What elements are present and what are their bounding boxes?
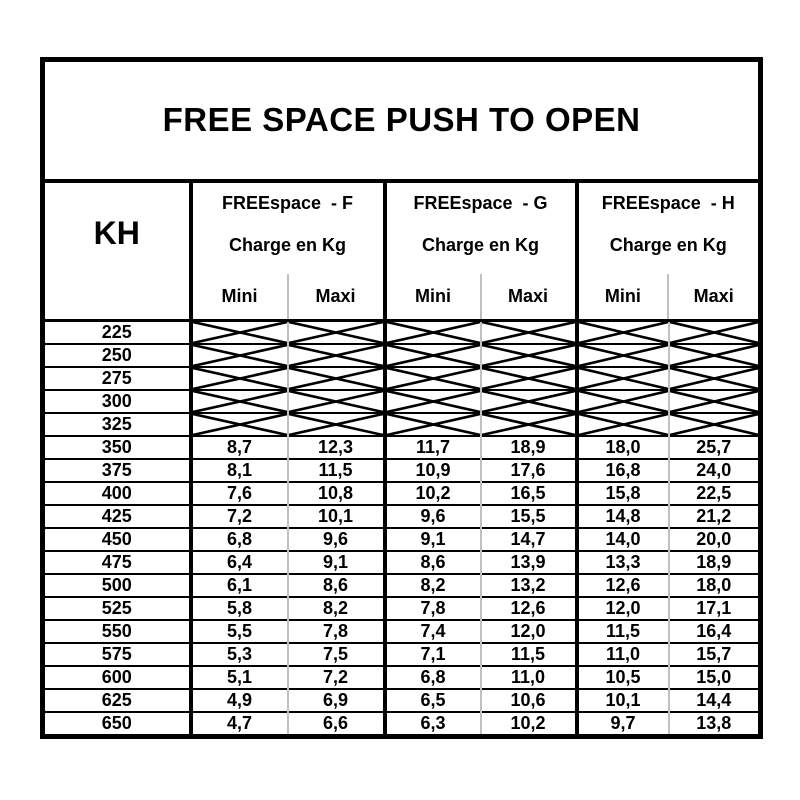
- value-cell: 10,5: [577, 666, 669, 689]
- no-data-cross-icon: [579, 345, 668, 366]
- value-cell: 12,6: [481, 597, 577, 620]
- table-row-crossed: [43, 413, 761, 436]
- value-cell: 12,0: [481, 620, 577, 643]
- no-data-cross-icon: [387, 345, 480, 366]
- no-data-cross-icon: [193, 391, 287, 412]
- value-cell: 6,4: [191, 551, 288, 574]
- no-data-cross-icon: [579, 414, 668, 435]
- value-cell: 8,1: [191, 459, 288, 482]
- value-cell: 20,0: [669, 528, 761, 551]
- maxi-label-g: Maxi: [480, 274, 575, 319]
- no-data-cell: [669, 413, 761, 436]
- no-data-cell: [481, 344, 577, 367]
- value-cell: 10,6: [481, 689, 577, 712]
- value-cell: 15,5: [481, 505, 577, 528]
- kh-value: 475: [43, 551, 191, 574]
- no-data-cross-icon: [579, 391, 668, 412]
- value-cell: 7,6: [191, 482, 288, 505]
- kh-value: 400: [43, 482, 191, 505]
- value-cell: 7,8: [288, 620, 385, 643]
- kh-value: 250: [43, 344, 191, 367]
- value-cell: 12,6: [577, 574, 669, 597]
- value-cell: 10,9: [385, 459, 481, 482]
- no-data-cross-icon: [387, 391, 480, 412]
- table-row: [43, 689, 761, 712]
- value-cell: 6,8: [191, 528, 288, 551]
- value-cell: 7,1: [385, 643, 481, 666]
- no-data-cross-icon: [482, 322, 575, 343]
- no-data-cell: [288, 320, 385, 344]
- table-row-crossed: [43, 390, 761, 413]
- value-cell: 6,6: [288, 712, 385, 737]
- no-data-cell: [191, 413, 288, 436]
- value-cell: 9,1: [385, 528, 481, 551]
- value-cell: 10,2: [481, 712, 577, 737]
- value-cell: 21,2: [669, 505, 761, 528]
- no-data-cell: [577, 320, 669, 344]
- no-data-cell: [385, 367, 481, 390]
- kh-value: 575: [43, 643, 191, 666]
- no-data-cross-icon: [670, 391, 759, 412]
- header-row: [43, 181, 761, 321]
- table-title: FREE SPACE PUSH TO OPEN: [43, 60, 761, 181]
- kh-header: KH: [43, 181, 191, 321]
- value-cell: 24,0: [669, 459, 761, 482]
- no-data-cell: [577, 367, 669, 390]
- kh-value: 300: [43, 390, 191, 413]
- no-data-cell: [669, 367, 761, 390]
- value-cell: 7,2: [191, 505, 288, 528]
- kh-value: 425: [43, 505, 191, 528]
- table-row-crossed: [43, 367, 761, 390]
- table-row: [43, 597, 761, 620]
- table-body: [43, 320, 761, 736]
- value-cell: 4,9: [191, 689, 288, 712]
- no-data-cross-icon: [193, 368, 287, 389]
- no-data-cell: [481, 367, 577, 390]
- value-cell: 6,1: [191, 574, 288, 597]
- no-data-cross-icon: [482, 414, 575, 435]
- no-data-cross-icon: [289, 345, 383, 366]
- no-data-cross-icon: [289, 368, 383, 389]
- title-row: [43, 60, 761, 181]
- value-cell: 13,9: [481, 551, 577, 574]
- kh-value: 650: [43, 712, 191, 737]
- value-cell: 9,6: [385, 505, 481, 528]
- subheader-row-h: [579, 274, 759, 319]
- no-data-cell: [385, 320, 481, 344]
- no-data-cell: [288, 413, 385, 436]
- value-cell: 12,3: [288, 436, 385, 459]
- mini-label-f: Mini: [221, 285, 258, 306]
- no-data-cross-icon: [289, 322, 383, 343]
- value-cell: 18,9: [669, 551, 761, 574]
- value-cell: 16,8: [577, 459, 669, 482]
- table-row-crossed: [43, 320, 761, 344]
- value-cell: 5,1: [191, 666, 288, 689]
- value-cell: 18,0: [577, 436, 669, 459]
- value-cell: 18,0: [669, 574, 761, 597]
- kh-value: 225: [43, 320, 191, 344]
- table-row: [43, 436, 761, 459]
- value-cell: 25,7: [669, 436, 761, 459]
- value-cell: 6,3: [385, 712, 481, 737]
- group-header-f: [191, 181, 385, 321]
- value-cell: 9,6: [288, 528, 385, 551]
- value-cell: 22,5: [669, 482, 761, 505]
- value-cell: 10,2: [385, 482, 481, 505]
- value-cell: 4,7: [191, 712, 288, 737]
- kh-value: 450: [43, 528, 191, 551]
- no-data-cross-icon: [387, 414, 480, 435]
- no-data-cross-icon: [387, 368, 480, 389]
- no-data-cell: [191, 367, 288, 390]
- no-data-cell: [385, 413, 481, 436]
- kh-value: 500: [43, 574, 191, 597]
- no-data-cell: [191, 320, 288, 344]
- no-data-cross-icon: [579, 368, 668, 389]
- no-data-cross-icon: [482, 345, 575, 366]
- value-cell: 14,8: [577, 505, 669, 528]
- value-cell: 11,5: [288, 459, 385, 482]
- table-row: [43, 528, 761, 551]
- value-cell: 6,5: [385, 689, 481, 712]
- no-data-cross-icon: [289, 414, 383, 435]
- no-data-cross-icon: [482, 391, 575, 412]
- group-subtitle-h: Charge en Kg: [609, 234, 727, 255]
- no-data-cross-icon: [289, 391, 383, 412]
- no-data-cross-icon: [193, 345, 287, 366]
- subheader-row-f: [193, 274, 383, 319]
- value-cell: 9,7: [577, 712, 669, 737]
- value-cell: 10,1: [577, 689, 669, 712]
- value-cell: 7,5: [288, 643, 385, 666]
- value-cell: 7,2: [288, 666, 385, 689]
- group-subtitle-f: Charge en Kg: [228, 234, 347, 255]
- table-row-crossed: [43, 344, 761, 367]
- mini-label-h: Mini: [604, 285, 641, 306]
- push-to-open-table: [40, 57, 763, 739]
- value-cell: 11,5: [481, 643, 577, 666]
- value-cell: 16,5: [481, 482, 577, 505]
- group-header-h: [577, 181, 761, 321]
- value-cell: 8,6: [288, 574, 385, 597]
- value-cell: 5,3: [191, 643, 288, 666]
- no-data-cross-icon: [670, 414, 759, 435]
- value-cell: 11,5: [577, 620, 669, 643]
- table-row: [43, 459, 761, 482]
- no-data-cross-icon: [193, 414, 287, 435]
- no-data-cell: [577, 344, 669, 367]
- no-data-cell: [288, 344, 385, 367]
- value-cell: 14,0: [577, 528, 669, 551]
- group-name-h: FREEspace - H: [601, 193, 735, 213]
- value-cell: 5,8: [191, 597, 288, 620]
- value-cell: 13,8: [669, 712, 761, 737]
- no-data-cell: [191, 344, 288, 367]
- kh-value: 550: [43, 620, 191, 643]
- kh-value: 275: [43, 367, 191, 390]
- group-name-g: FREEspace - G: [413, 193, 548, 213]
- kh-value: 625: [43, 689, 191, 712]
- no-data-cross-icon: [670, 368, 759, 389]
- no-data-cell: [481, 413, 577, 436]
- group-name-f: FREEspace - F: [221, 193, 354, 213]
- no-data-cell: [288, 367, 385, 390]
- value-cell: 6,8: [385, 666, 481, 689]
- mini-label-g: Mini: [415, 285, 451, 306]
- no-data-cross-icon: [670, 322, 759, 343]
- value-cell: 11,7: [385, 436, 481, 459]
- value-cell: 5,5: [191, 620, 288, 643]
- value-cell: 7,4: [385, 620, 481, 643]
- no-data-cell: [385, 390, 481, 413]
- value-cell: 15,7: [669, 643, 761, 666]
- table-row: [43, 712, 761, 737]
- no-data-cross-icon: [193, 322, 287, 343]
- group-subtitle-g: Charge en Kg: [421, 234, 540, 255]
- value-cell: 11,0: [481, 666, 577, 689]
- value-cell: 8,2: [385, 574, 481, 597]
- no-data-cell: [191, 390, 288, 413]
- value-cell: 14,7: [481, 528, 577, 551]
- table-row: [43, 505, 761, 528]
- no-data-cell: [577, 413, 669, 436]
- no-data-cross-icon: [579, 322, 668, 343]
- maxi-label-h: Maxi: [667, 274, 758, 319]
- value-cell: 16,4: [669, 620, 761, 643]
- subheader-row-g: [387, 274, 575, 319]
- kh-value: 325: [43, 413, 191, 436]
- value-cell: 18,9: [481, 436, 577, 459]
- kh-value: 600: [43, 666, 191, 689]
- no-data-cross-icon: [670, 345, 759, 366]
- table-row: [43, 643, 761, 666]
- value-cell: 10,8: [288, 482, 385, 505]
- table-row: [43, 482, 761, 505]
- no-data-cell: [288, 390, 385, 413]
- no-data-cell: [577, 390, 669, 413]
- kh-value: 375: [43, 459, 191, 482]
- no-data-cell: [669, 320, 761, 344]
- value-cell: 11,0: [577, 643, 669, 666]
- value-cell: 7,8: [385, 597, 481, 620]
- value-cell: 8,6: [385, 551, 481, 574]
- no-data-cell: [669, 344, 761, 367]
- value-cell: 8,7: [191, 436, 288, 459]
- table-row: [43, 620, 761, 643]
- value-cell: 12,0: [577, 597, 669, 620]
- value-cell: 17,6: [481, 459, 577, 482]
- value-cell: 9,1: [288, 551, 385, 574]
- no-data-cross-icon: [387, 322, 480, 343]
- value-cell: 13,3: [577, 551, 669, 574]
- value-cell: 6,9: [288, 689, 385, 712]
- value-cell: 17,1: [669, 597, 761, 620]
- no-data-cell: [481, 390, 577, 413]
- table-row: [43, 574, 761, 597]
- kh-value: 350: [43, 436, 191, 459]
- maxi-label-f: Maxi: [287, 274, 383, 319]
- kh-value: 525: [43, 597, 191, 620]
- table-row: [43, 551, 761, 574]
- value-cell: 13,2: [481, 574, 577, 597]
- value-cell: 14,4: [669, 689, 761, 712]
- no-data-cell: [385, 344, 481, 367]
- value-cell: 10,1: [288, 505, 385, 528]
- value-cell: 15,0: [669, 666, 761, 689]
- no-data-cross-icon: [482, 368, 575, 389]
- no-data-cell: [481, 320, 577, 344]
- no-data-cell: [669, 390, 761, 413]
- table-row: [43, 666, 761, 689]
- group-header-g: [385, 181, 577, 321]
- value-cell: 8,2: [288, 597, 385, 620]
- value-cell: 15,8: [577, 482, 669, 505]
